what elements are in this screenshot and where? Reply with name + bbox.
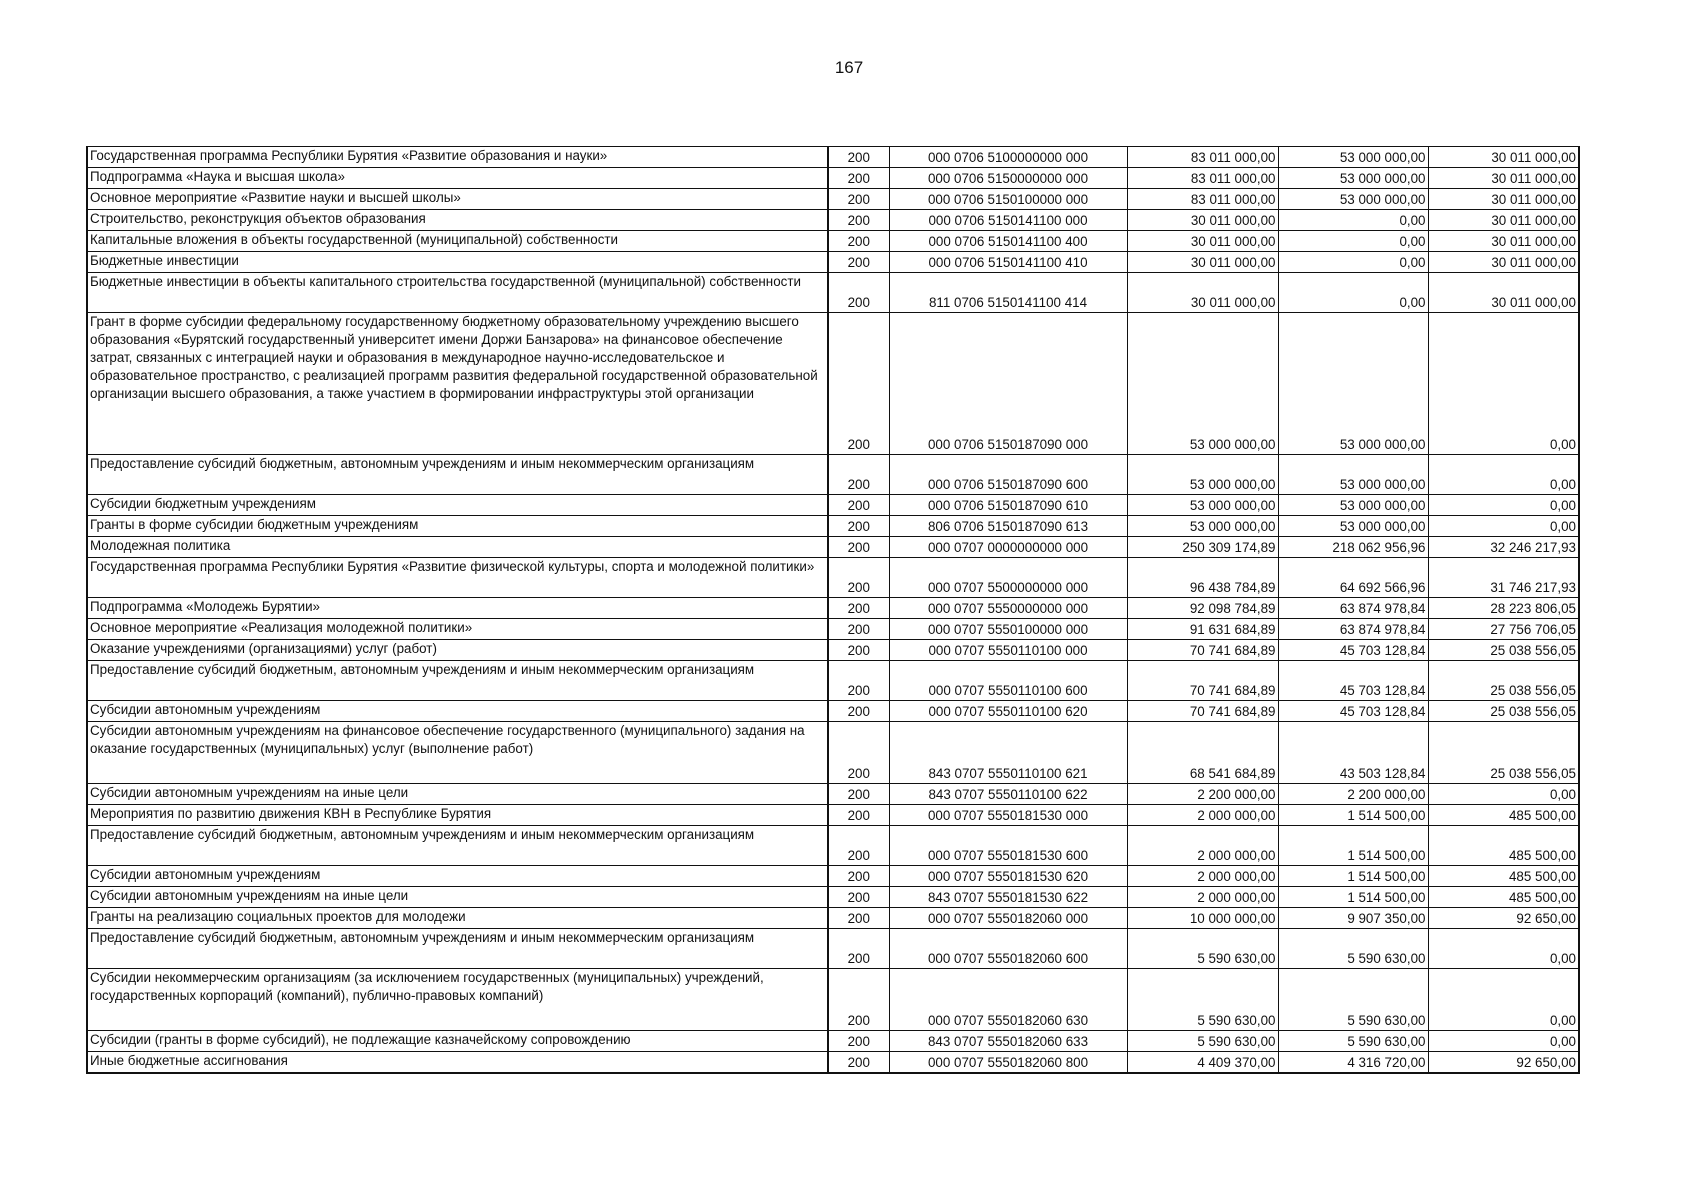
row-amount-third-cell: 92 650,00 (1428, 1052, 1579, 1073)
table-row (87, 722, 1579, 784)
row-name-cell: Бюджетные инвестиции (87, 252, 828, 273)
row-amount-total-cell: 83 011 000,00 (1127, 147, 1278, 168)
row-code-cell: 000 0706 5150187090 600 (889, 455, 1127, 495)
page-number: 167 (834, 58, 864, 77)
row-admin-cell: 200 (828, 722, 889, 784)
table-row (87, 908, 1579, 929)
row-amount-third-cell: 30 011 000,00 (1428, 147, 1579, 168)
row-name-cell: Субсидии автономным учреждениям (87, 866, 828, 887)
row-name-cell: Основное мероприятие «Развитие науки и высшей школы» (87, 189, 828, 210)
row-admin-cell: 200 (828, 313, 889, 455)
row-amount-third-cell: 32 246 217,93 (1428, 537, 1579, 558)
row-admin-cell: 200 (828, 784, 889, 805)
row-amount-total-cell: 5 590 630,00 (1127, 929, 1278, 969)
row-amount-second-cell: 0,00 (1278, 231, 1428, 252)
row-code-cell: 000 0707 5550182060 800 (889, 1052, 1127, 1073)
row-amount-second-cell: 53 000 000,00 (1278, 189, 1428, 210)
row-code-cell: 000 0707 5550110100 600 (889, 661, 1127, 701)
row-name-cell: Мероприятия по развитию движения КВН в Республике Бурятия (87, 805, 828, 826)
table-row (87, 495, 1579, 516)
row-amount-total-cell: 30 011 000,00 (1127, 210, 1278, 231)
row-code-cell: 000 0706 5150187090 610 (889, 495, 1127, 516)
row-amount-total-cell: 83 011 000,00 (1127, 189, 1278, 210)
row-code-cell: 000 0707 5550182060 000 (889, 908, 1127, 929)
row-amount-total-cell: 91 631 684,89 (1127, 619, 1278, 640)
row-amount-total-cell: 68 541 684,89 (1127, 722, 1278, 784)
row-admin-cell: 200 (828, 661, 889, 701)
row-amount-third-cell: 485 500,00 (1428, 887, 1579, 908)
row-amount-total-cell: 30 011 000,00 (1127, 252, 1278, 273)
row-admin-cell: 200 (828, 168, 889, 189)
row-name-cell: Подпрограмма «Молодежь Бурятии» (87, 598, 828, 619)
table-row (87, 252, 1579, 273)
budget-table (86, 146, 1580, 1074)
table-row (87, 313, 1579, 455)
row-amount-third-cell: 30 011 000,00 (1428, 189, 1579, 210)
table-row (87, 887, 1579, 908)
row-amount-third-cell: 27 756 706,05 (1428, 619, 1579, 640)
row-amount-second-cell: 53 000 000,00 (1278, 455, 1428, 495)
row-code-cell: 811 0706 5150141100 414 (889, 273, 1127, 313)
table-row (87, 516, 1579, 537)
row-amount-total-cell: 70 741 684,89 (1127, 661, 1278, 701)
row-admin-cell: 200 (828, 273, 889, 313)
row-amount-total-cell: 53 000 000,00 (1127, 516, 1278, 537)
row-amount-second-cell: 5 590 630,00 (1278, 969, 1428, 1031)
row-amount-second-cell: 4 316 720,00 (1278, 1052, 1428, 1073)
row-admin-cell: 200 (828, 598, 889, 619)
row-admin-cell: 200 (828, 826, 889, 866)
row-amount-third-cell: 25 038 556,05 (1428, 661, 1579, 701)
row-amount-second-cell: 218 062 956,96 (1278, 537, 1428, 558)
row-amount-second-cell: 53 000 000,00 (1278, 147, 1428, 168)
row-amount-third-cell: 0,00 (1428, 1031, 1579, 1052)
row-admin-cell: 200 (828, 147, 889, 168)
row-amount-total-cell: 53 000 000,00 (1127, 455, 1278, 495)
row-amount-third-cell: 30 011 000,00 (1428, 210, 1579, 231)
row-name-cell: Субсидии (гранты в форме субсидий), не подлежащие казначейскому сопровождению (87, 1031, 828, 1052)
row-name-cell: Предоставление субсидий бюджетным, автономным учреждениям и иным некоммерческим организациям (87, 455, 828, 495)
row-amount-second-cell: 5 590 630,00 (1278, 929, 1428, 969)
row-code-cell: 000 0706 5150141100 410 (889, 252, 1127, 273)
table-row (87, 1052, 1579, 1073)
row-amount-second-cell: 63 874 978,84 (1278, 598, 1428, 619)
row-code-cell: 000 0707 5550181530 620 (889, 866, 1127, 887)
row-amount-total-cell: 2 000 000,00 (1127, 887, 1278, 908)
row-admin-cell: 200 (828, 701, 889, 722)
row-amount-third-cell: 0,00 (1428, 969, 1579, 1031)
table-row (87, 661, 1579, 701)
row-code-cell: 000 0706 5100000000 000 (889, 147, 1127, 168)
row-amount-second-cell: 0,00 (1278, 273, 1428, 313)
row-admin-cell: 200 (828, 455, 889, 495)
row-amount-third-cell: 0,00 (1428, 495, 1579, 516)
row-name-cell: Гранты в форме субсидии бюджетным учреждениям (87, 516, 828, 537)
table-row (87, 866, 1579, 887)
row-admin-cell: 200 (828, 929, 889, 969)
row-amount-total-cell: 53 000 000,00 (1127, 313, 1278, 455)
table-row (87, 929, 1579, 969)
row-admin-cell: 200 (828, 558, 889, 598)
table-row (87, 784, 1579, 805)
row-code-cell: 843 0707 5550110100 622 (889, 784, 1127, 805)
table-row (87, 701, 1579, 722)
row-amount-third-cell: 0,00 (1428, 455, 1579, 495)
row-amount-third-cell: 28 223 806,05 (1428, 598, 1579, 619)
row-amount-third-cell: 30 011 000,00 (1428, 252, 1579, 273)
row-name-cell: Субсидии автономным учреждениям на финансовое обеспечение государственного (муниципального) задания на оказание государственных (муниципальных) услуг (выполнение работ) (87, 722, 828, 784)
row-name-cell: Субсидии автономным учреждениям на иные цели (87, 887, 828, 908)
row-amount-second-cell: 5 590 630,00 (1278, 1031, 1428, 1052)
row-amount-second-cell: 53 000 000,00 (1278, 168, 1428, 189)
row-amount-total-cell: 2 000 000,00 (1127, 826, 1278, 866)
table-row (87, 168, 1579, 189)
row-amount-total-cell: 2 000 000,00 (1127, 866, 1278, 887)
row-amount-second-cell: 9 907 350,00 (1278, 908, 1428, 929)
row-amount-total-cell: 70 741 684,89 (1127, 640, 1278, 661)
row-amount-second-cell: 43 503 128,84 (1278, 722, 1428, 784)
row-code-cell: 843 0707 5550110100 621 (889, 722, 1127, 784)
row-amount-third-cell: 485 500,00 (1428, 805, 1579, 826)
row-name-cell: Строительство, реконструкция объектов образования (87, 210, 828, 231)
row-admin-cell: 200 (828, 516, 889, 537)
table-row (87, 969, 1579, 1031)
row-code-cell: 000 0706 5150141100 000 (889, 210, 1127, 231)
row-amount-second-cell: 0,00 (1278, 210, 1428, 231)
row-amount-second-cell: 45 703 128,84 (1278, 640, 1428, 661)
row-name-cell: Иные бюджетные ассигнования (87, 1052, 828, 1073)
row-name-cell: Субсидии автономным учреждениям (87, 701, 828, 722)
table-row (87, 805, 1579, 826)
table-row (87, 210, 1579, 231)
row-admin-cell: 200 (828, 866, 889, 887)
row-amount-third-cell: 485 500,00 (1428, 866, 1579, 887)
row-amount-third-cell: 0,00 (1428, 929, 1579, 969)
row-name-cell: Молодежная политика (87, 537, 828, 558)
row-amount-total-cell: 83 011 000,00 (1127, 168, 1278, 189)
row-code-cell: 000 0707 5550181530 000 (889, 805, 1127, 826)
row-amount-second-cell: 53 000 000,00 (1278, 495, 1428, 516)
table-row (87, 189, 1579, 210)
row-amount-third-cell: 30 011 000,00 (1428, 273, 1579, 313)
row-admin-cell: 200 (828, 231, 889, 252)
row-amount-second-cell: 2 200 000,00 (1278, 784, 1428, 805)
row-amount-second-cell: 53 000 000,00 (1278, 313, 1428, 455)
row-admin-cell: 200 (828, 495, 889, 516)
row-amount-third-cell: 0,00 (1428, 516, 1579, 537)
table-row (87, 273, 1579, 313)
row-name-cell: Капитальные вложения в объекты государственной (муниципальной) собственности (87, 231, 828, 252)
row-code-cell: 000 0707 5550100000 000 (889, 619, 1127, 640)
table-row (87, 147, 1579, 168)
row-amount-total-cell: 10 000 000,00 (1127, 908, 1278, 929)
row-amount-total-cell: 4 409 370,00 (1127, 1052, 1278, 1073)
row-amount-third-cell: 0,00 (1428, 313, 1579, 455)
table-row (87, 640, 1579, 661)
row-amount-total-cell: 5 590 630,00 (1127, 969, 1278, 1031)
row-amount-third-cell: 30 011 000,00 (1428, 231, 1579, 252)
row-name-cell: Грант в форме субсидии федеральному государственному бюджетному образовательному учреждению высшего образования «Бурятский государственный университет имени Доржи Банзарова» на финансовое обеспечение затрат, связанных с интеграцией науки и образования в международное научно-исследовательское и образовательное пространство, с реализацией программ развития федеральной государственной образовательной организации высшего образования, а также участием в формировании инфраструктуры этой организации (87, 313, 828, 455)
row-code-cell: 000 0707 5550181530 600 (889, 826, 1127, 866)
row-amount-third-cell: 25 038 556,05 (1428, 640, 1579, 661)
row-name-cell: Субсидии бюджетным учреждениям (87, 495, 828, 516)
row-code-cell: 806 0706 5150187090 613 (889, 516, 1127, 537)
row-name-cell: Подпрограмма «Наука и высшая школа» (87, 168, 828, 189)
row-amount-total-cell: 2 000 000,00 (1127, 805, 1278, 826)
row-code-cell: 000 0706 5150141100 400 (889, 231, 1127, 252)
row-amount-second-cell: 53 000 000,00 (1278, 516, 1428, 537)
row-amount-total-cell: 70 741 684,89 (1127, 701, 1278, 722)
row-amount-third-cell: 0,00 (1428, 784, 1579, 805)
row-amount-third-cell: 25 038 556,05 (1428, 701, 1579, 722)
row-amount-total-cell: 30 011 000,00 (1127, 231, 1278, 252)
row-amount-total-cell: 250 309 174,89 (1127, 537, 1278, 558)
row-amount-second-cell: 0,00 (1278, 252, 1428, 273)
row-admin-cell: 200 (828, 1031, 889, 1052)
row-name-cell: Гранты на реализацию социальных проектов для молодежи (87, 908, 828, 929)
row-code-cell: 000 0707 5550000000 000 (889, 598, 1127, 619)
table-row (87, 455, 1579, 495)
table-row (87, 231, 1579, 252)
table-row (87, 598, 1579, 619)
row-code-cell: 000 0707 5550110100 000 (889, 640, 1127, 661)
table-row (87, 537, 1579, 558)
row-code-cell: 000 0707 5550182060 630 (889, 969, 1127, 1031)
row-admin-cell: 200 (828, 537, 889, 558)
row-name-cell: Оказание учреждениями (организациями) услуг (работ) (87, 640, 828, 661)
row-amount-second-cell: 1 514 500,00 (1278, 826, 1428, 866)
row-admin-cell: 200 (828, 210, 889, 231)
row-admin-cell: 200 (828, 887, 889, 908)
row-amount-total-cell: 30 011 000,00 (1127, 273, 1278, 313)
row-code-cell: 000 0706 5150100000 000 (889, 189, 1127, 210)
row-amount-total-cell: 53 000 000,00 (1127, 495, 1278, 516)
row-admin-cell: 200 (828, 805, 889, 826)
row-amount-total-cell: 2 200 000,00 (1127, 784, 1278, 805)
row-admin-cell: 200 (828, 640, 889, 661)
row-amount-third-cell: 485 500,00 (1428, 826, 1579, 866)
row-name-cell: Предоставление субсидий бюджетным, автономным учреждениям и иным некоммерческим организациям (87, 826, 828, 866)
row-code-cell: 000 0707 5500000000 000 (889, 558, 1127, 598)
row-amount-total-cell: 96 438 784,89 (1127, 558, 1278, 598)
table-row (87, 1031, 1579, 1052)
row-amount-second-cell: 45 703 128,84 (1278, 661, 1428, 701)
row-name-cell: Предоставление субсидий бюджетным, автономным учреждениям и иным некоммерческим организациям (87, 661, 828, 701)
row-code-cell: 000 0706 5150000000 000 (889, 168, 1127, 189)
row-name-cell: Основное мероприятие «Реализация молодежной политики» (87, 619, 828, 640)
row-code-cell: 000 0706 5150187090 000 (889, 313, 1127, 455)
row-amount-total-cell: 92 098 784,89 (1127, 598, 1278, 619)
row-amount-third-cell: 31 746 217,93 (1428, 558, 1579, 598)
row-admin-cell: 200 (828, 1052, 889, 1073)
row-name-cell: Государственная программа Республики Бурятия «Развитие образования и науки» (87, 147, 828, 168)
row-amount-third-cell: 30 011 000,00 (1428, 168, 1579, 189)
row-amount-second-cell: 45 703 128,84 (1278, 701, 1428, 722)
row-name-cell: Субсидии автономным учреждениям на иные цели (87, 784, 828, 805)
row-amount-third-cell: 92 650,00 (1428, 908, 1579, 929)
row-code-cell: 000 0707 0000000000 000 (889, 537, 1127, 558)
row-name-cell: Субсидии некоммерческим организациям (за исключением государственных (муниципальных) учреждений, государственных корпораций (компаний), публично-правовых компаний) (87, 969, 828, 1031)
row-code-cell: 000 0707 5550110100 620 (889, 701, 1127, 722)
row-admin-cell: 200 (828, 619, 889, 640)
row-amount-second-cell: 1 514 500,00 (1278, 805, 1428, 826)
row-name-cell: Предоставление субсидий бюджетным, автономным учреждениям и иным некоммерческим организациям (87, 929, 828, 969)
row-amount-second-cell: 1 514 500,00 (1278, 866, 1428, 887)
table-row (87, 619, 1579, 640)
row-admin-cell: 200 (828, 908, 889, 929)
row-admin-cell: 200 (828, 189, 889, 210)
table-row (87, 826, 1579, 866)
row-name-cell: Государственная программа Республики Бурятия «Развитие физической культуры, спорта и молодежной политики» (87, 558, 828, 598)
row-name-cell: Бюджетные инвестиции в объекты капитального строительства государственной (муниципальной) собственности (87, 273, 828, 313)
row-admin-cell: 200 (828, 252, 889, 273)
row-code-cell: 000 0707 5550182060 600 (889, 929, 1127, 969)
row-amount-second-cell: 63 874 978,84 (1278, 619, 1428, 640)
row-amount-third-cell: 25 038 556,05 (1428, 722, 1579, 784)
row-admin-cell: 200 (828, 969, 889, 1031)
row-code-cell: 843 0707 5550181530 622 (889, 887, 1127, 908)
row-code-cell: 843 0707 5550182060 633 (889, 1031, 1127, 1052)
table-row (87, 558, 1579, 598)
row-amount-second-cell: 64 692 566,96 (1278, 558, 1428, 598)
row-amount-second-cell: 1 514 500,00 (1278, 887, 1428, 908)
row-amount-total-cell: 5 590 630,00 (1127, 1031, 1278, 1052)
